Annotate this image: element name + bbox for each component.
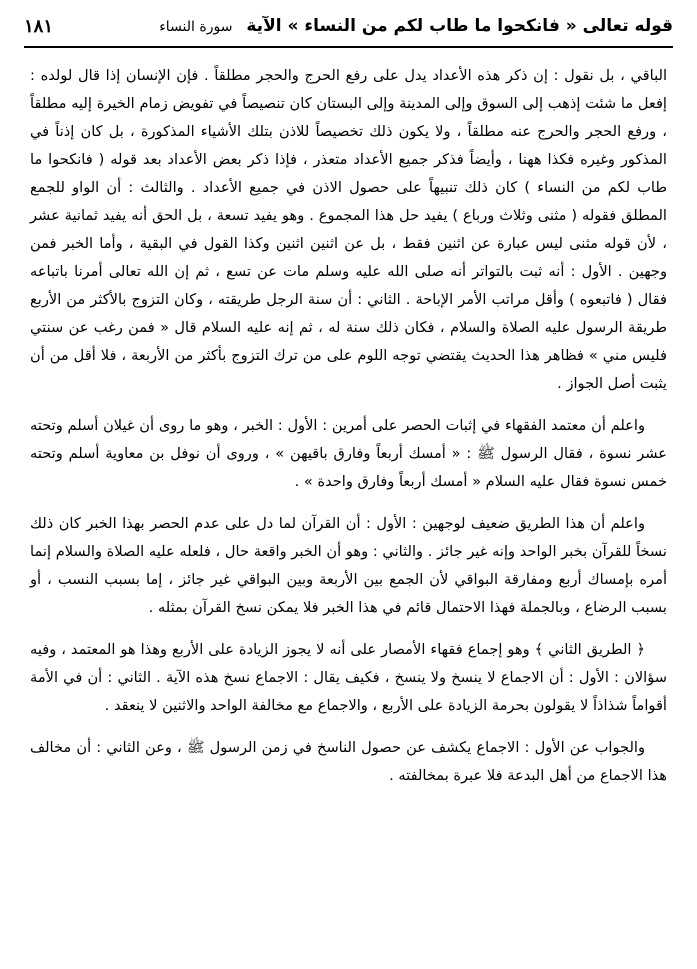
running-title <box>159 16 673 36</box>
page-number: ١٨١ <box>24 15 54 37</box>
paragraph-gap <box>30 622 667 636</box>
paragraph: واعلم أن معتمد الفقهاء في إثبات الحصر على أمرين : الأول : الخبر ، وهو ما روى أن غيلان أسلم وتحته عشر نسوة ، فقال الرسول ﷺ : « أمسك أربعاً وفارق باقيهن » ، وروى أن نوفل بن معاوية أسلم وتحته خمس نسوة فقال عليه السلام « أمسك أربعاً وفارق واحدة » . <box>30 417 667 490</box>
page-body <box>30 62 667 790</box>
paragraph-gap <box>30 720 667 734</box>
paragraph: الباقي ، بل نقول : إن ذكر هذه الأعداد يدل على رفع الحرج والحجر مطلقاً . فإن الإنسان إذا قال لولده : إفعل ما شئت إذهب إلى السوق وإلى المدينة وإلى البستان كان تنصيصاً في تفويض زمام الخيرة إليه مطلقاً ، ورفع الحجر والحرج عنه مطلقاً ، ولا يكون ذلك تخصيصاً للاذن بتلك الأشياء المذكورة ، بل كان إذناً في المذكور وغيره فكذا ههنا ، وأيضاً فذكر جميع الأعداد متعذر ، فإذا ذكر بعض الأعداد بعد قوله ( فانكحوا ما طاب لكم من النساء ) كان ذلك تنبيهاً على حصول الاذن في جميع الأعداد . والثالث : أن الواو للجمع المطلق فقوله ( مثنى وثلاث ورباع ) يفيد حل هذا المجموع . وهو يفيد تسعة ، بل الحق أنه يفيد ثمانية عشر ، لأن قوله مثنى ليس عبارة عن اثنين فقط ، بل عن اثنين اثنين وكذا القول في البقية ، وأما الخبر فمن وجهين . الأول : أنه ثبت بالتواتر أنه صلى الله عليه وسلم مات عن تسع ، ثم إن الله تعالى أمرنا باتباعه فقال ( فاتبعوه ) وأقل مراتب الأمر الإباحة . الثاني : أن سنة الرجل طريقته ، وكان التزوج بالأكثر من الأربع طريقة الرسول عليه الصلاة والسلام ، فكان ذلك سنة له ، ثم إنه عليه السلام قال « فمن رغب عن سنتي فليس مني » فظاهر هذا الحديث يقتضي توجه اللوم على من ترك التزوج بأكثر من الأربعة ، فلا أقل من أن يثبت أصل الجواز . <box>30 67 667 392</box>
paragraph-gap <box>30 496 667 510</box>
running-title-text: قوله تعالى « فانكحوا ما طاب لكم من النساء » الآية <box>246 16 673 36</box>
paragraph: واعلم أن هذا الطريق ضعيف لوجهين : الأول : أن القرآن لما دل على عدم الحصر بهذا الخبر كان ذلك نسخاً للقرآن بخبر الواحد وإنه غير جائز . والثاني : وهو أن الخبر واقعة حال ، فلعله عليه الصلاة والسلام إنما أمره بإمساك أربع ومفارقة البواقي لأن الجمع بين الأربعة وبين البواقي غير جائز ، إما بسبب النسب ، أو بسبب الرضاع ، وبالجملة فهذا الاحتمال قائم في هذا الخبر فلا يمكن نسخ القرآن بمثله . <box>30 515 667 616</box>
paragraph: والجواب عن الأول : الاجماع يكشف عن حصول الناسخ في زمن الرسول ﷺ ، وعن الثاني : أن مخالف هذا الاجماع من أهل البدعة فلا عبرة بمخالفته . <box>30 739 667 784</box>
paragraph: ﴿ الطريق الثاني ﴾ وهو إجماع فقهاء الأمصار على أنه لا يجوز الزيادة على الأربع وهذا هو المعتمد ، وفيه سؤالان : الأول : أن الاجماع لا ينسخ ولا ينسخ ، فكيف يقال : الاجماع نسخ هذه الآية . الثاني : أن في الأمة أقواماً شذاذاً لا يقولون بحرمة الزيادة على الأربع ، والاجماع مع مخالفة الواحد والاثنين لا ينعقد . <box>30 641 667 714</box>
paragraph-gap <box>30 398 667 412</box>
page-header <box>24 6 673 48</box>
surah-name: سورة النساء <box>159 19 233 35</box>
